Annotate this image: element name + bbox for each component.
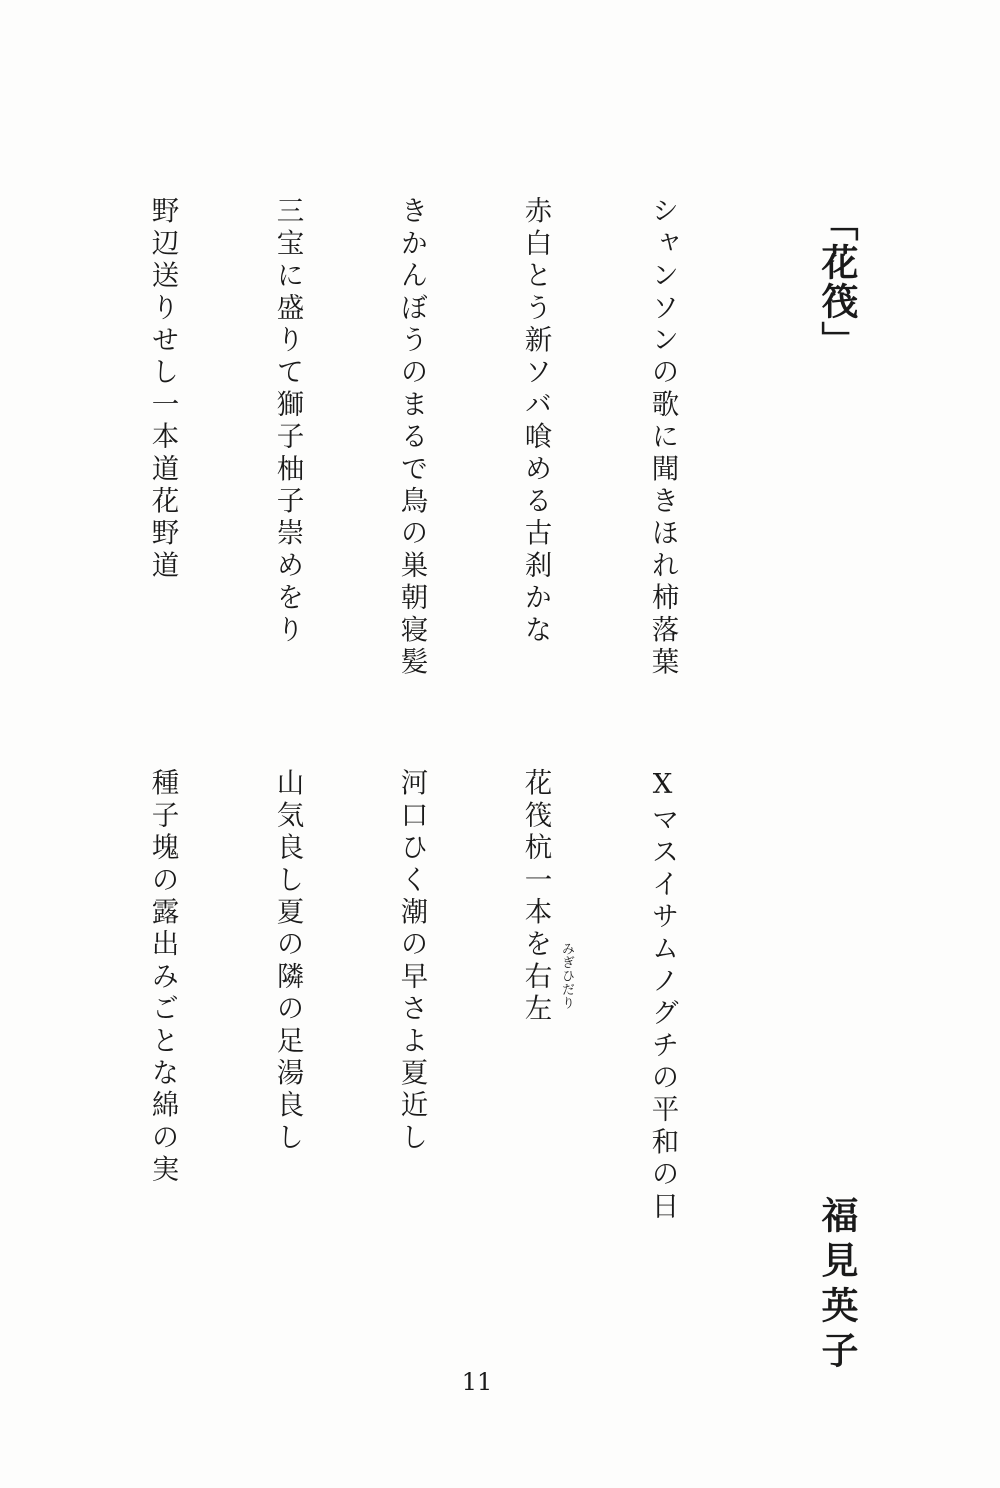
haiku-top-3: きかんぼうのまるで鳥の巣朝寝髪 — [395, 196, 428, 679]
author-name: 福見英子 — [815, 1196, 859, 1376]
haiku-top-2: 赤白とう新ソバ喰める古刹かな — [519, 196, 552, 647]
haiku-top-5: 野辺送りせし一本道花野道 — [146, 196, 179, 583]
haiku-bottom-4: 山気良し夏の隣の足湯良し — [271, 768, 304, 1155]
haiku-bottom-5: 種子塊の露出みごとな綿の実 — [146, 768, 179, 1187]
haiku-bottom-3: 河口ひく潮の早さよ夏近し — [395, 768, 428, 1155]
ruby-annotation: みぎひだり — [559, 942, 574, 1010]
haiku-bottom-1: Xマスイサムノグチの平和の日 — [646, 768, 679, 1224]
haiku-top-1: シャンソンの歌に聞きほれ柿落葉 — [646, 196, 679, 679]
haiku-top-4: 三宝に盛りて獅子柚子崇めをり — [271, 196, 304, 647]
page-number: 11 — [461, 1368, 493, 1396]
haiku-bottom-2: 花筏杭一本を右左 — [519, 768, 552, 1026]
poem-title: 「花筏」 — [815, 204, 859, 360]
